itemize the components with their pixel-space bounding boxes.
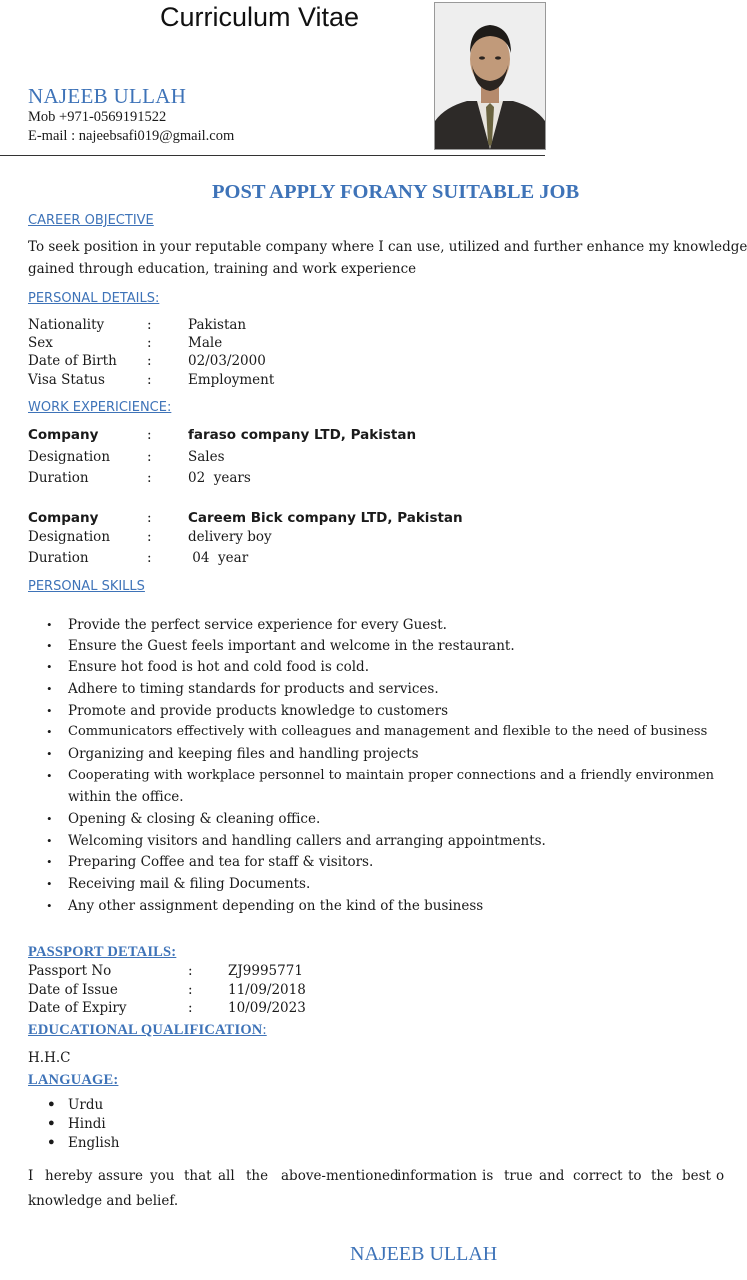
declaration-word: above-mentioned	[281, 1168, 399, 1184]
bullet: ●	[48, 1136, 55, 1148]
colon: :	[147, 335, 152, 351]
declaration-word: correct	[573, 1168, 623, 1184]
skill-item: Ensure the Guest feels important and welcome in the restaurant.	[68, 638, 515, 654]
colon: :	[147, 353, 152, 369]
job-1-duration-label: Duration	[28, 470, 89, 486]
bullet: •	[47, 876, 52, 891]
visa-status-label: Visa Status	[28, 372, 105, 388]
bullet: •	[47, 638, 52, 653]
colon: :	[147, 550, 152, 566]
dob-value: 02/03/2000	[188, 353, 266, 369]
colon: :	[147, 470, 152, 486]
language-item: Hindi	[68, 1116, 106, 1132]
declaration-word: the	[651, 1168, 674, 1184]
declaration-word: you	[150, 1168, 175, 1184]
skill-item: Adhere to timing standards for products and services.	[68, 681, 439, 697]
skill-item: Any other assignment depending on the kind of the business	[68, 898, 484, 914]
document-title: Curriculum Vitae	[160, 2, 360, 32]
date-of-issue-value: 11/09/2018	[228, 982, 306, 998]
colon: :	[147, 372, 152, 388]
profile-photo-portrait	[435, 3, 545, 149]
colon: :	[188, 1000, 193, 1016]
passport-no-label: Passport No	[28, 963, 112, 979]
post-apply-heading: POST APPLY FORANY SUITABLE JOB	[212, 181, 580, 203]
sex-label: Sex	[28, 335, 53, 351]
career-objective-line-2: gained through education, training and work experience	[28, 261, 417, 277]
education-value: H.H.C	[28, 1050, 71, 1066]
declaration-word: information	[397, 1168, 478, 1184]
header-divider	[0, 155, 545, 156]
bullet: •	[47, 681, 52, 696]
declaration-word: hereby	[45, 1168, 93, 1184]
passport-no-value: ZJ9995771	[228, 963, 303, 979]
mobile-number: Mob +971-0569191522	[28, 109, 167, 125]
bullet: •	[47, 833, 52, 848]
declaration-word: is	[482, 1168, 494, 1184]
personal-details-heading: PERSONAL DETAILS:	[28, 291, 160, 306]
skill-item: Communicators effectively with colleagues and management and flexible to the need of business	[68, 724, 708, 739]
job-2-duration-label: Duration	[28, 550, 89, 566]
skill-item: Provide the perfect service experience for every Guest.	[68, 617, 447, 633]
declaration-word: true	[504, 1168, 533, 1184]
job-2-duration: 04 year	[188, 550, 249, 566]
declaration-word: that	[184, 1168, 212, 1184]
visa-status-value: Employment	[188, 372, 275, 388]
job-2-designation-label: Designation	[28, 529, 111, 545]
declaration-word: I	[28, 1168, 34, 1184]
colon: :	[188, 963, 193, 979]
personal-skills-heading: PERSONAL SKILLS	[28, 579, 145, 594]
skill-item: Preparing Coffee and tea for staff & visitors.	[68, 854, 374, 870]
bullet: •	[47, 617, 52, 632]
job-2-company-label: Company	[28, 510, 99, 526]
date-of-expiry-value: 10/09/2023	[228, 1000, 306, 1016]
language-heading: LANGUAGE:	[28, 1072, 119, 1088]
bullet: •	[47, 854, 52, 869]
declaration-word: assure	[98, 1168, 144, 1184]
skill-item: Ensure hot food is hot and cold food is cold.	[68, 659, 369, 675]
bullet: •	[47, 898, 52, 913]
job-2-company: Careem Bick company LTD, Pakistan	[188, 510, 463, 526]
colon: :	[147, 529, 152, 545]
signature-name: NAJEEB ULLAH	[350, 1243, 498, 1265]
education-heading	[28, 1022, 267, 1039]
skill-item-continuation: within the office.	[68, 789, 184, 805]
declaration-word: best	[682, 1168, 711, 1184]
declaration-word: and	[539, 1168, 565, 1184]
job-2-designation: delivery boy	[188, 529, 272, 545]
date-of-expiry-label: Date of Expiry	[28, 1000, 127, 1016]
passport-details-heading: PASSPORT DETAILS:	[28, 944, 177, 960]
declaration-word: the	[246, 1168, 269, 1184]
skill-item: Opening & closing & cleaning office.	[68, 811, 321, 827]
language-item: Urdu	[68, 1097, 104, 1113]
bullet: ●	[48, 1098, 55, 1110]
language-item: English	[68, 1135, 120, 1151]
candidate-name: NAJEEB ULLAH	[28, 84, 187, 108]
dob-label: Date of Birth	[28, 353, 117, 369]
sex-value: Male	[188, 335, 223, 351]
colon: :	[147, 317, 152, 333]
date-of-issue-label: Date of Issue	[28, 982, 118, 998]
email-address: E-mail : najeebsafi019@gmail.com	[28, 128, 235, 144]
bullet: •	[47, 811, 52, 826]
job-1-designation: Sales	[188, 449, 225, 465]
bullet: •	[47, 703, 52, 718]
education-heading-colon: :	[262, 1022, 267, 1038]
job-1-company-label: Company	[28, 427, 99, 443]
bullet: •	[47, 768, 52, 783]
colon: :	[188, 982, 193, 998]
colon: :	[147, 427, 152, 443]
declaration-word: to	[628, 1168, 642, 1184]
work-experience-heading: WORK EXPERICIENCE:	[28, 400, 172, 415]
skill-item: Organizing and keeping files and handling projects	[68, 746, 419, 762]
declaration-word: o	[716, 1168, 725, 1184]
bullet: •	[47, 724, 52, 739]
job-1-duration: 02 years	[188, 470, 251, 486]
bullet: •	[47, 659, 52, 674]
job-1-company: faraso company LTD, Pakistan	[188, 427, 417, 443]
career-objective-heading: CAREER OBJECTIVE	[28, 213, 154, 228]
nationality-label: Nationality	[28, 317, 105, 333]
skill-item: Promote and provide products knowledge to customers	[68, 703, 449, 719]
skill-item: Welcoming visitors and handling callers and arranging appointments.	[68, 833, 546, 849]
bullet: •	[47, 746, 52, 761]
skill-item: Cooperating with workplace personnel to maintain proper connections and a friendly environmen	[68, 768, 715, 783]
skill-item: Receiving mail & filing Documents.	[68, 876, 311, 892]
colon: :	[147, 510, 152, 526]
nationality-value: Pakistan	[188, 317, 247, 333]
declaration-word: all	[218, 1168, 235, 1184]
education-heading-text: EDUCATIONAL QUALIFICATION	[28, 1022, 263, 1038]
colon: :	[147, 449, 152, 465]
profile-photo	[434, 2, 546, 150]
declaration-line-2: knowledge and belief.	[28, 1193, 179, 1209]
job-1-designation-label: Designation	[28, 449, 111, 465]
bullet: ●	[48, 1117, 55, 1129]
career-objective-line-1: To seek position in your reputable company where I can use, utilized and further enhance my knowledge	[28, 239, 747, 255]
